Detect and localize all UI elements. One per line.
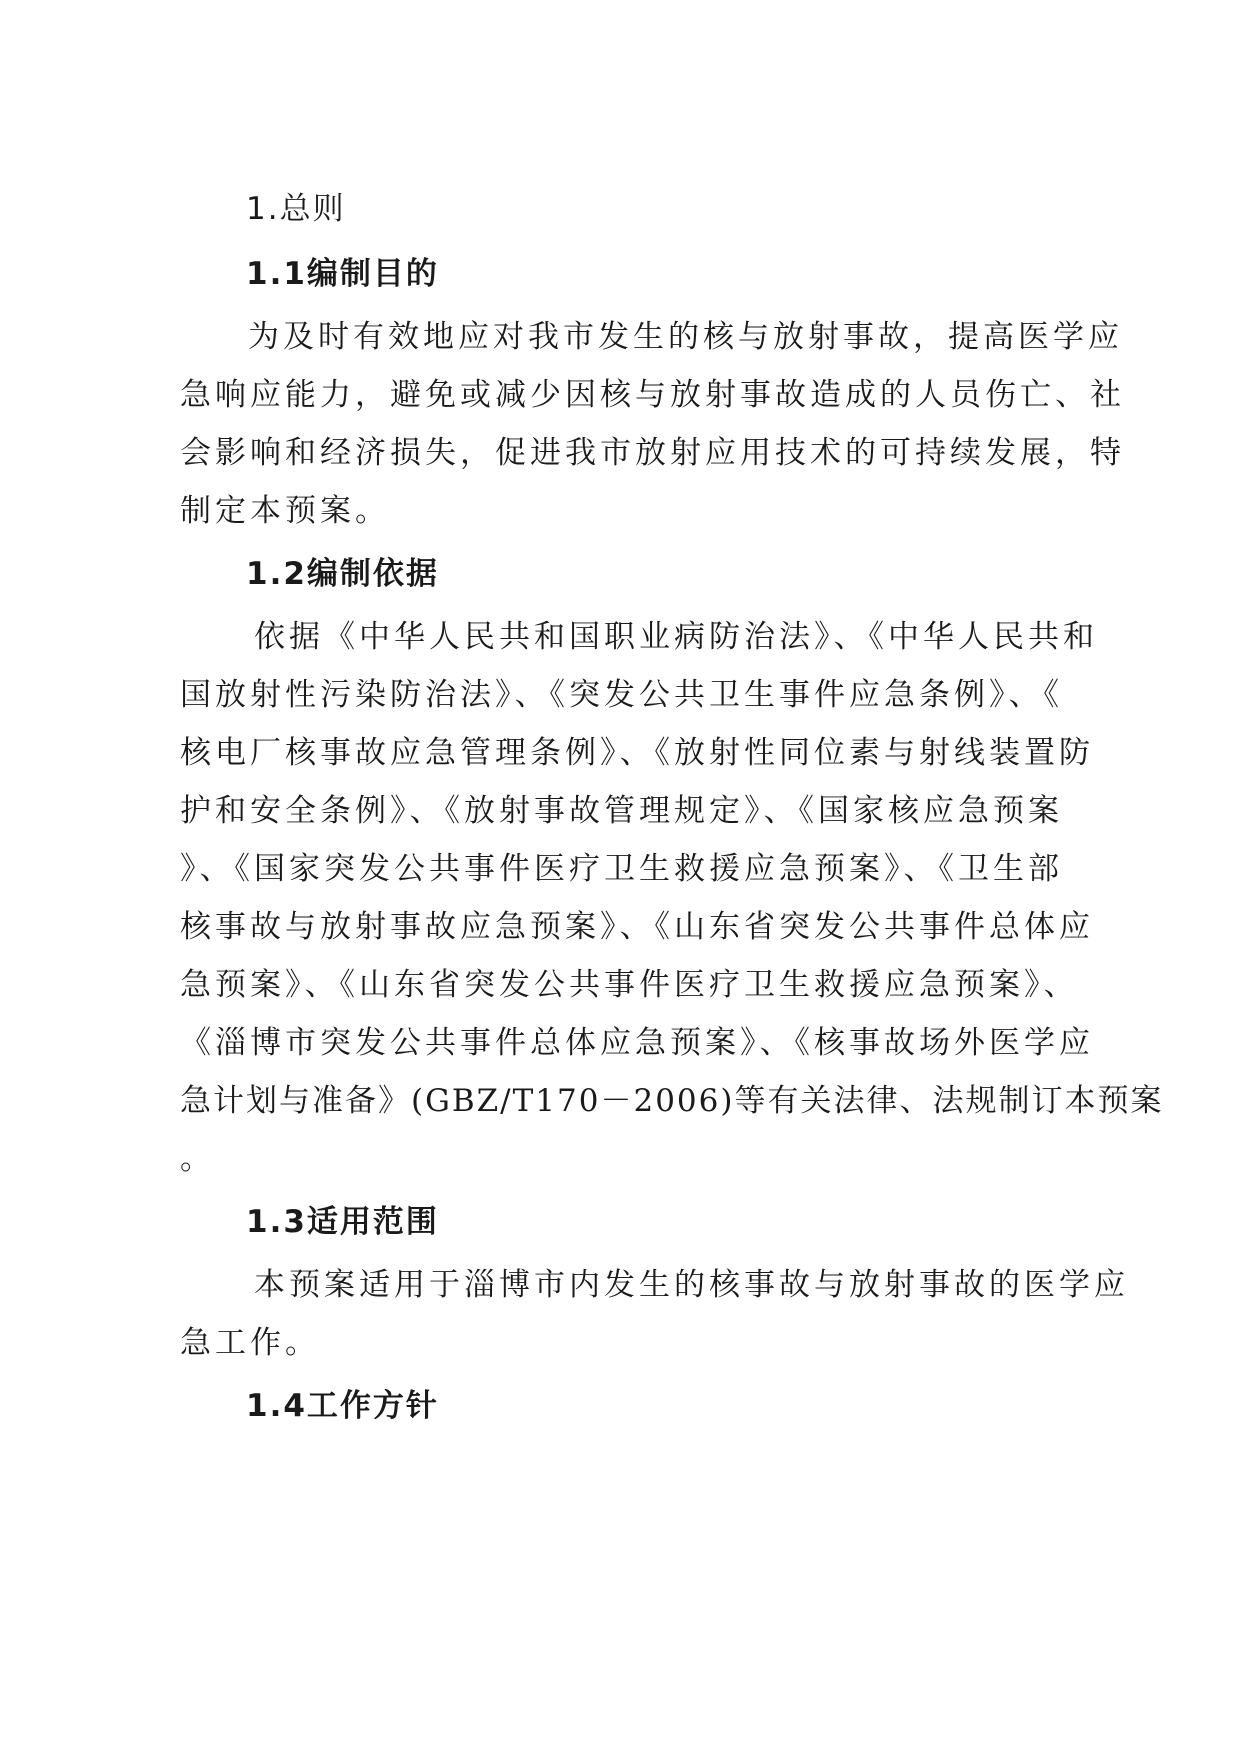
heading-1-3: 1.3适用范围	[246, 1204, 439, 1240]
heading-1-2: 1.2编制依据	[246, 556, 439, 592]
paragraph-line: 护和安全条例》、《放射事故管理规定》、《国家核应急预案	[180, 793, 1063, 829]
paragraph-line: 本预案适用于淄博市内发生的核事故与放射事故的医学应	[254, 1267, 1129, 1303]
paragraph-line: 为及时有效地应对我市发生的核与放射事故，提高医学应	[248, 319, 1123, 355]
heading-1-1: 1.1编制目的	[246, 256, 439, 292]
paragraph-line: 急工作。	[180, 1325, 320, 1361]
paragraph-line: 依据《中华人民共和国职业病防治法》、《中华人民共和	[254, 619, 1098, 655]
paragraph-line: 制定本预案。	[180, 493, 390, 529]
section-title: 1.总则	[246, 191, 346, 227]
paragraph-line: 。	[180, 1141, 215, 1177]
paragraph-line: 核电厂核事故应急管理条例》、《放射性同位素与射线装置防	[180, 735, 1094, 771]
paragraph-line: 核事故与放射事故应急预案》、《山东省突发公共事件总体应	[180, 909, 1094, 945]
paragraph-line: 》、《国家突发公共事件医疗卫生救援应急预案》、《卫生部	[180, 851, 1063, 887]
paragraph-line: 急响应能力，避免或减少因核与放射事故造成的人员伤亡、社	[180, 377, 1125, 413]
paragraph-line: 急计划与准备》(GBZ/T170－2006)等有关法律、法规制订本预案	[180, 1083, 1164, 1119]
paragraph-line: 急预案》、《山东省突发公共事件医疗卫生救援应急预案》、	[180, 967, 1079, 1003]
heading-1-4: 1.4工作方针	[246, 1388, 439, 1424]
paragraph-line: 会影响和经济损失，促进我市放射应用技术的可持续发展，特	[180, 435, 1125, 471]
paragraph-line: 国放射性污染防治法》、《突发公共卫生事件应急条例》、《	[180, 677, 1063, 713]
paragraph-line: 《淄博市突发公共事件总体应急预案》、《核事故场外医学应	[180, 1025, 1094, 1061]
